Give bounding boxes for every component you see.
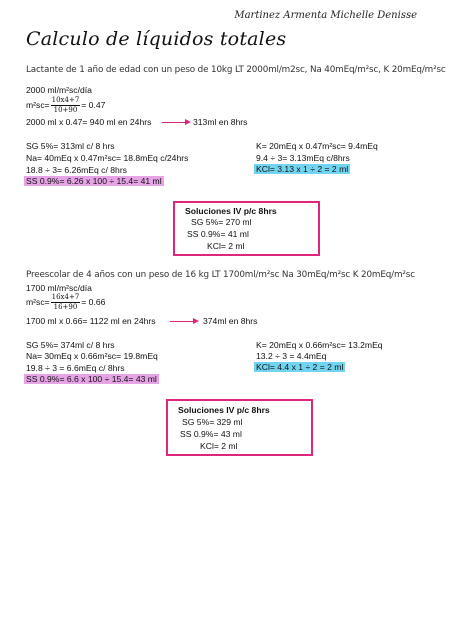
case2-calc-result: 374ml en 8hrs	[203, 316, 258, 326]
case2-solutions-box	[166, 399, 313, 456]
case1-left-line: 18.8 ÷ 3= 6.26mEq c/ 8hrs	[26, 165, 127, 175]
fraction-denominator: 10+90	[53, 106, 78, 114]
author-name: Martinez Armenta Michelle Denisse	[234, 10, 417, 21]
msc-label: m²sc=	[26, 296, 50, 307]
fraction-numerator: 10x4+7	[51, 96, 80, 104]
case1-calc-result: 313ml en 8hrs	[193, 117, 248, 127]
case2-kcl-result	[254, 362, 345, 372]
case1-lt-line: 2000 ml/m²sc/día	[26, 85, 92, 95]
solutions-box-line: SS 0.9%= 41 ml	[187, 229, 249, 239]
case2-calc-line: 1700 ml x 0.66= 1122 ml en 24hrs	[26, 316, 156, 326]
case1-ss-result	[24, 176, 164, 186]
msc-result: = 0.47	[81, 99, 106, 110]
arrow-icon	[162, 122, 189, 123]
case1-right-line: K= 20mEq x 0.47m²sc= 9.4mEq	[256, 141, 378, 151]
case1-kcl-result	[254, 164, 350, 174]
solutions-box-line: KCl= 2 ml	[200, 441, 238, 451]
fraction-denominator: 16+90	[53, 303, 78, 311]
case2-heading: Preescolar de 4 años con un peso de 16 kg LT 1700ml/m²sc Na 30mEq/m²sc K 20mEq/m²sc	[26, 270, 415, 280]
case1-solutions-box	[173, 201, 320, 256]
arrow-icon	[170, 321, 197, 322]
msc-fraction	[51, 96, 81, 115]
case2-ss-result	[24, 374, 159, 384]
case1-right-line: 9.4 ÷ 3= 3.13mEq c/8hrs	[256, 153, 350, 163]
case1-msc-formula	[26, 96, 105, 115]
solutions-box-line: SS 0.9%= 43 ml	[180, 429, 242, 439]
highlight-pink: SS 0.9%= 6.6 x 100 ÷ 15.4= 43 ml	[26, 374, 157, 384]
msc-fraction	[51, 293, 81, 312]
highlight-blue: KCl= 4.4 x 1 ÷ 2 = 2 ml	[256, 362, 344, 372]
case1-heading: Lactante de 1 año de edad con un peso de 10kg LT 2000ml/m2sc, Na 40mEq/m²sc, K 20mEq/m²sc	[26, 65, 446, 75]
case2-left-line: 19.8 ÷ 3 = 6.6mEq c/ 8hrs	[26, 363, 125, 373]
page-title: Calculo de líquidos totales	[26, 28, 287, 50]
case2-right-line: 13.2 ÷ 3 = 4.4mEq	[256, 351, 327, 361]
case2-lt-line: 1700 ml/m²sc/día	[26, 283, 92, 293]
solutions-box-line: SG 5%= 329 ml	[182, 417, 243, 427]
case2-left-line: SG 5%= 374ml c/ 8 hrs	[26, 340, 115, 350]
solutions-box-line: KCl= 2 ml	[207, 241, 245, 251]
highlight-blue: KCl= 3.13 x 1 ÷ 2 = 2 ml	[256, 164, 349, 174]
case2-msc-formula	[26, 293, 105, 312]
msc-label: m²sc=	[26, 99, 50, 110]
highlight-pink: SS 0.9%= 6.26 x 100 ÷ 15.4= 41 ml	[26, 176, 162, 186]
solutions-box-line: SG 5%= 270 ml	[191, 217, 252, 227]
case2-right-line: K= 20mEq x 0.66m²sc= 13.2mEq	[256, 340, 383, 350]
solutions-box-title: Soluciones IV p/c 8hrs	[178, 405, 270, 415]
case2-left-line: Na= 30mEq x 0.66m²sc= 19.8mEq	[26, 351, 158, 361]
case1-left-line: Na= 40mEq x 0.47m²sc= 18.8mEq c/24hrs	[26, 153, 189, 163]
solutions-box-title: Soluciones IV p/c 8hrs	[185, 206, 277, 216]
case1-left-line: SG 5%= 313ml c/ 8 hrs	[26, 141, 115, 151]
case1-calc-line: 2000 ml x 0.47= 940 ml en 24hrs	[26, 117, 152, 127]
msc-result: = 0.66	[81, 296, 106, 307]
fraction-numerator: 16x4+7	[51, 293, 80, 301]
